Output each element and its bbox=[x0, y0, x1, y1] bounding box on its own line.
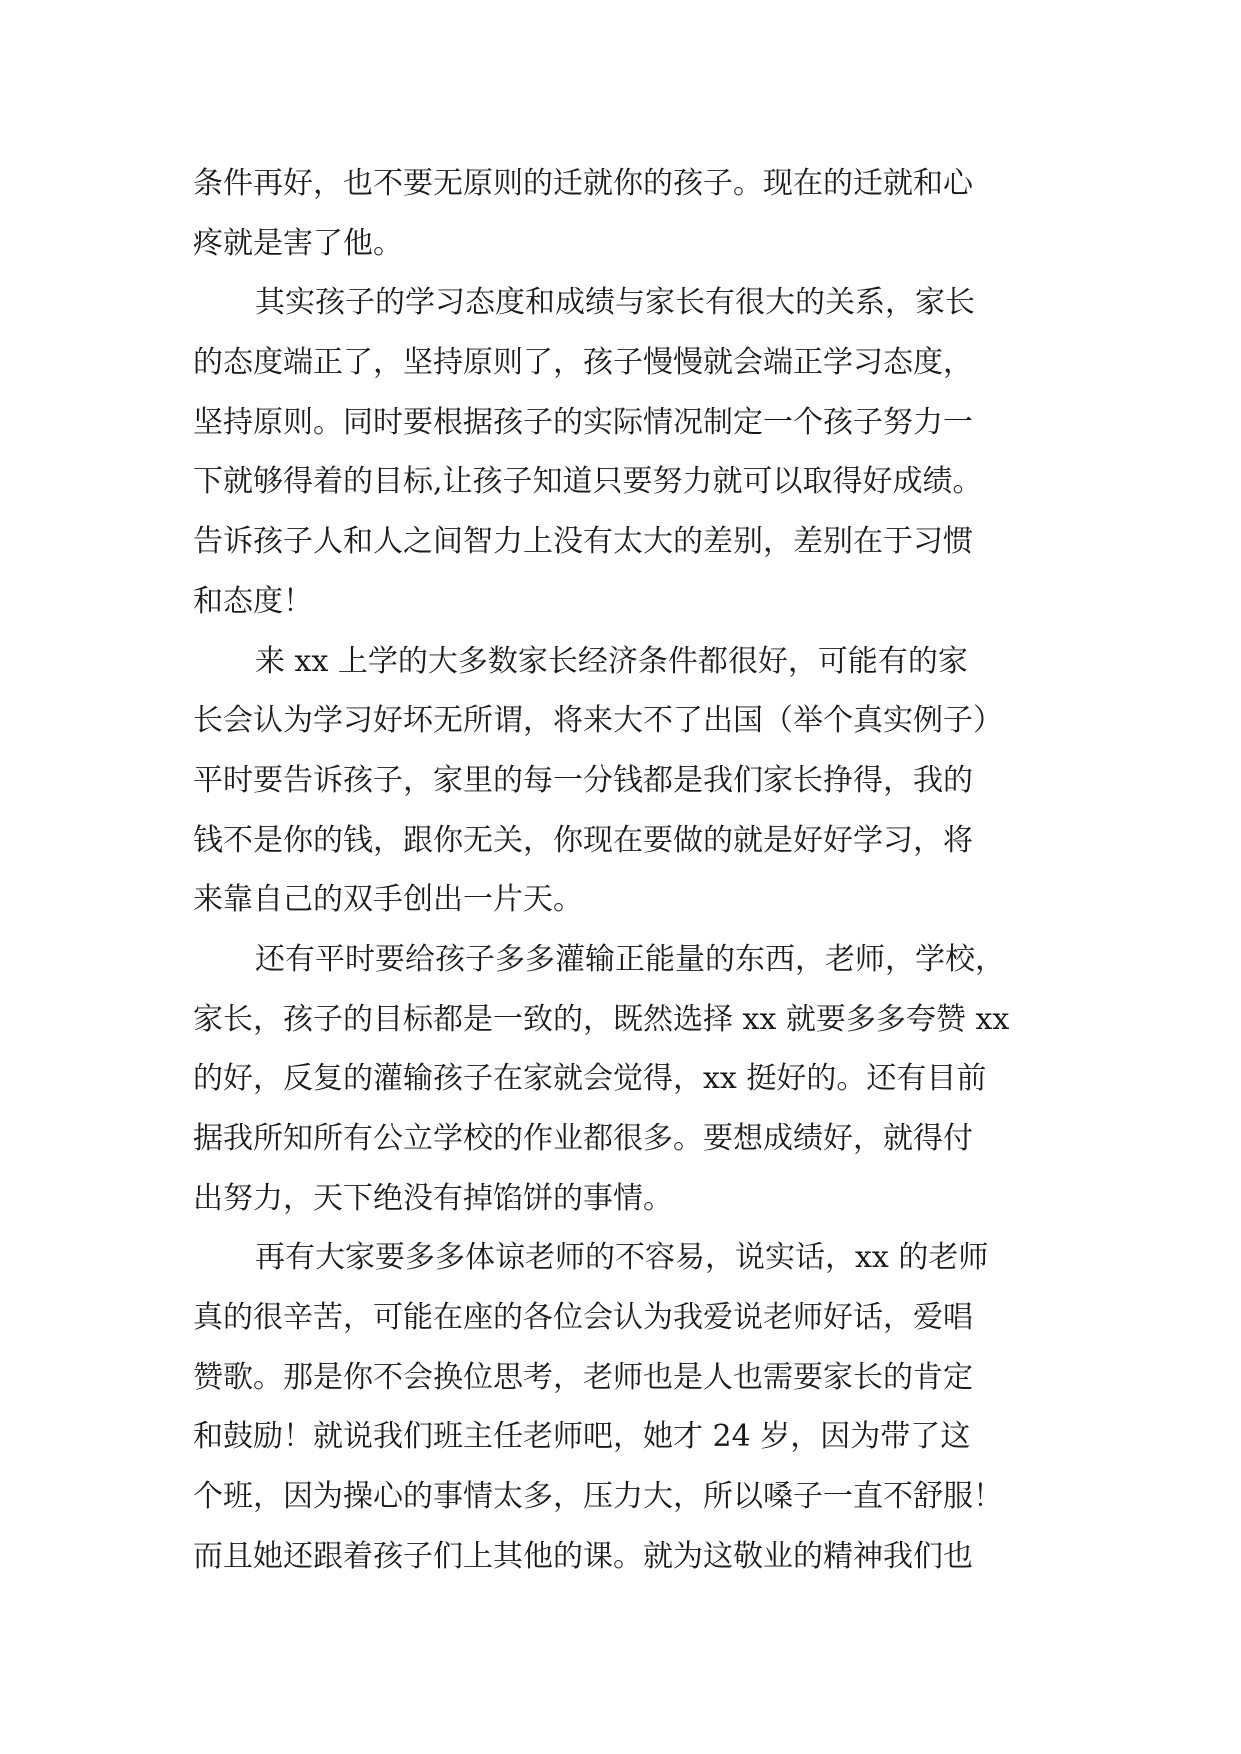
text-line: 据我所知所有公立学校的作业都很多。要想成绩好，就得付 bbox=[193, 1121, 973, 1156]
text-line: 坚持原则。同时要根据孩子的实际情况制定一个孩子努力一 bbox=[193, 404, 973, 440]
text-line: 来靠自己的双手创出一片天。 bbox=[193, 882, 583, 918]
text-line: 长会认为学习好坏无所谓，将来大不了出国（举个真实例子） bbox=[193, 703, 1003, 739]
text-line: 和鼓励！就说我们班主任老师吧，她才 24 岁，因为带了这 bbox=[193, 1419, 971, 1455]
paragraph-start-line: 还有平时要给孩子多多灌输正能量的东西，老师，学校， bbox=[255, 941, 1005, 977]
text-line: 疼就是害了他。 bbox=[193, 225, 403, 261]
paragraph-start-line: 来 xx 上学的大多数家长经济条件都很好，可能有的家 bbox=[255, 643, 968, 679]
paragraph-start-line: 再有大家要多多体谅老师的不容易，说实话，xx 的老师 bbox=[255, 1240, 989, 1276]
text-line: 钱不是你的钱，跟你无关，你现在要做的就是好好学习，将 bbox=[193, 822, 973, 858]
text-line: 而且她还跟着孩子们上其他的课。就为这敬业的精神我们也 bbox=[193, 1538, 973, 1574]
text-line: 家长，孩子的目标都是一致的，既然选择 xx 就要多多夸赞 xx bbox=[193, 1001, 1010, 1037]
text-line: 下就够得着的目标,让孩子知道只要努力就可以取得好成绩。 bbox=[193, 464, 983, 500]
text-line: 真的很辛苦，可能在座的各位会认为我爱说老师好话，爱唱 bbox=[193, 1300, 973, 1336]
text-line: 出努力，天下绝没有掉馅饼的事情。 bbox=[193, 1180, 673, 1216]
document-body bbox=[193, 154, 1053, 1587]
text-line: 条件再好，也不要无原则的迁就你的孩子。现在的迁就和心 bbox=[193, 166, 973, 201]
text-line: 的态度端正了，坚持原则了，孩子慢慢就会端正学习态度， bbox=[193, 345, 973, 381]
text-line: 个班，因为操心的事情太多，压力大，所以嗓子一直不舒服！ bbox=[193, 1479, 1003, 1515]
text-line: 和态度！ bbox=[193, 583, 313, 619]
text-line: 平时要告诉孩子，家里的每一分钱都是我们家长挣得，我的 bbox=[193, 762, 973, 798]
text-line: 告诉孩子人和人之间智力上没有太大的差别，差别在于习惯 bbox=[193, 524, 973, 560]
text-line: 赞歌。那是你不会换位思考，老师也是人也需要家长的肯定 bbox=[193, 1359, 973, 1395]
text-line: 的好，反复的灌输孩子在家就会觉得，xx 挺好的。还有目前 bbox=[193, 1061, 987, 1097]
paragraph-start-line: 其实孩子的学习态度和成绩与家长有很大的关系，家长 bbox=[255, 285, 975, 321]
